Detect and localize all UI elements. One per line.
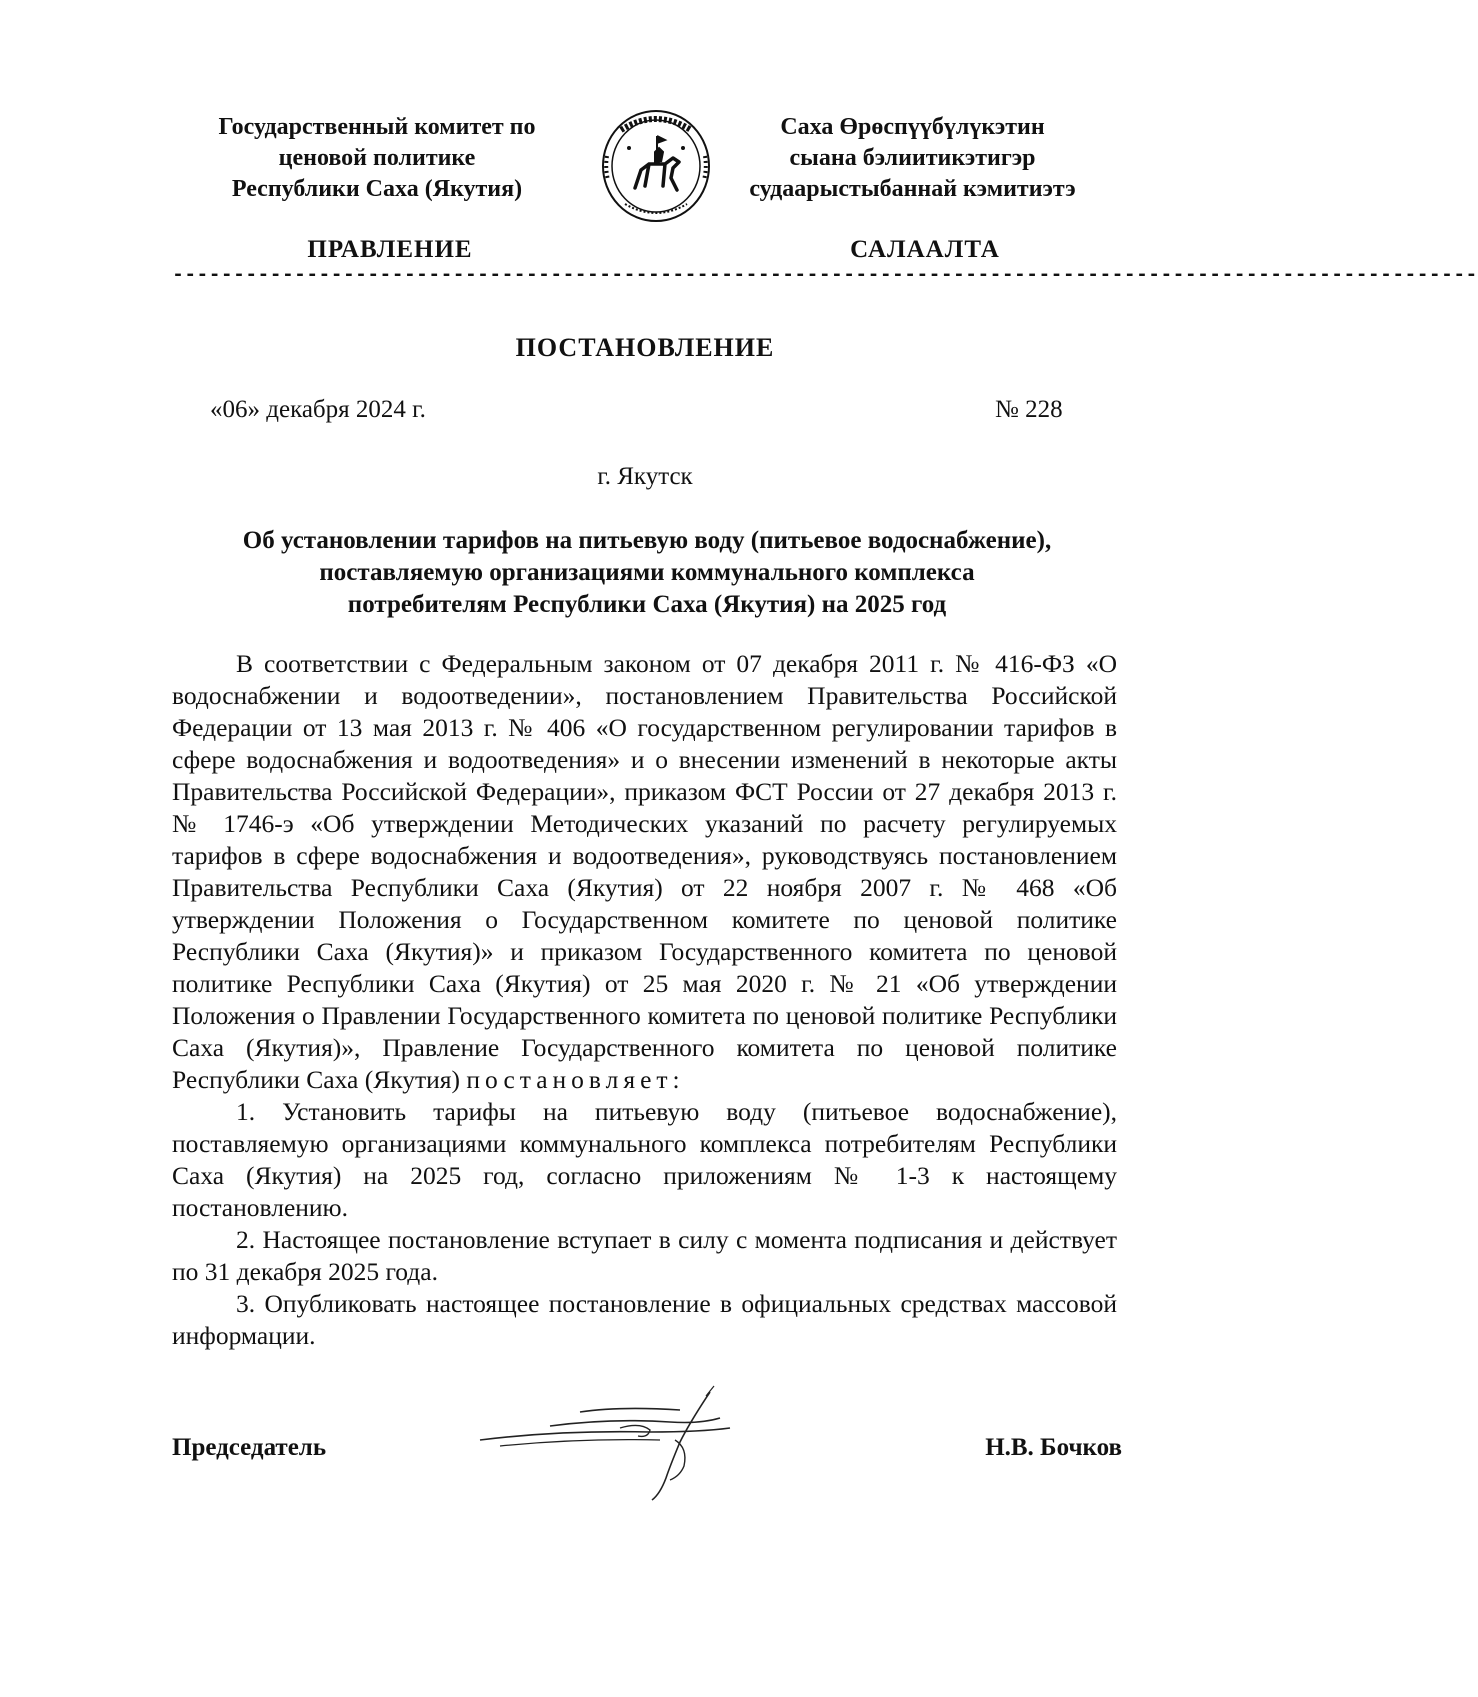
item-paragraph: 2. Настоящее постановление вступает в силу с момента подписания и действует по 31 декабря 2025 года. [172,1225,1117,1286]
heading-line: поставляемую организациями коммунального комплекса [319,559,975,586]
item-paragraph: 3. Опубликовать настоящее постановление в официальных средствах массовой информации. [172,1289,1117,1350]
signature-block [172,1434,1122,1474]
item-paragraph: 1. Установить тарифы на питьевую воду (питьевое водоснабжение), поставляемую организациями коммунального комплекса потребителям Республики Саха (Якутия) на 2025 год, согласно приложениям № 1-3 к настоящему постановлению. [172,1097,1117,1222]
preamble-paragraph [172,648,1117,1096]
document-heading [172,525,1122,621]
board-title-ru: ПРАВЛЕНИЕ [307,236,473,263]
header-right-line: сыана бэлиитикэтигэр [789,145,1036,171]
preamble-text: В соответствии с Федеральным законом от 07 декабря 2011 г. № 416-ФЗ «О водоснабжении и водоотведении», постановлением Правительства Российской Федерации от 13 мая 2013 г. № 406 «О государственном регулировании тарифов в сфере водоснабжения и водоотведения» и о внесении изменений в некоторые акты Правительства Российской Федерации», приказом ФСТ России от 27 декабря 2013 г. № 1746-э «Об утверждении Методических указаний по расчету регулируемых тарифов в сфере водоснабжения и водоотведения», руководствуясь постановлением Правительства Республики Саха (Якутия) от 22 ноября 2007 г. № 468 «Об утверждении Положения о Государственном комитете по ценовой политике Республики Саха (Якутия)» и приказом Государственного комитета по ценовой политике Республики Саха (Якутия) от 25 мая 2020 г. № 21 «Об утверждении Положения о Правлении Государственного комитета по ценовой политике Республики Саха (Якутия)», Правление Государственного комитета по ценовой политике Республики Саха (Якутия) [172,649,1117,1094]
header-right-line: Саха Өрөспүүбүлүкэтин [780,114,1045,140]
document-type-title: ПОСТАНОВЛЕНИЕ [515,333,775,362]
header-left-block [172,112,582,205]
decree-word: постановляет: [466,1065,685,1094]
header-left-line: Государственный комитет по [218,114,536,140]
heading-line: потребителям Республики Саха (Якутия) на 2025 год [347,591,947,618]
header-left-line: ценовой политике [278,145,476,171]
document-city: г. Якутск [597,463,693,490]
header-left-line: Республики Саха (Якутия) [231,176,523,202]
heading-line: Об установлении тарифов на питьевую воду (питьевое водоснабжение), [242,527,1052,554]
header-right-block [705,112,1120,205]
signatory-title: Председатель [172,1434,327,1461]
header-separator: ----------------------------------------------------------------------------------------------------------- [172,264,1478,287]
document-number: № 228 [995,396,1063,423]
coat-of-arms-icon [599,106,713,224]
header-right-line: судаарыстыбаннай кэмитиэтэ [749,176,1076,202]
document-body [172,648,1117,1352]
board-title-sakha: САЛААЛТА [850,236,1000,263]
signatory-name: Н.В. Бочков [985,1434,1122,1461]
document-date: «06» декабря 2024 г. [210,396,426,423]
